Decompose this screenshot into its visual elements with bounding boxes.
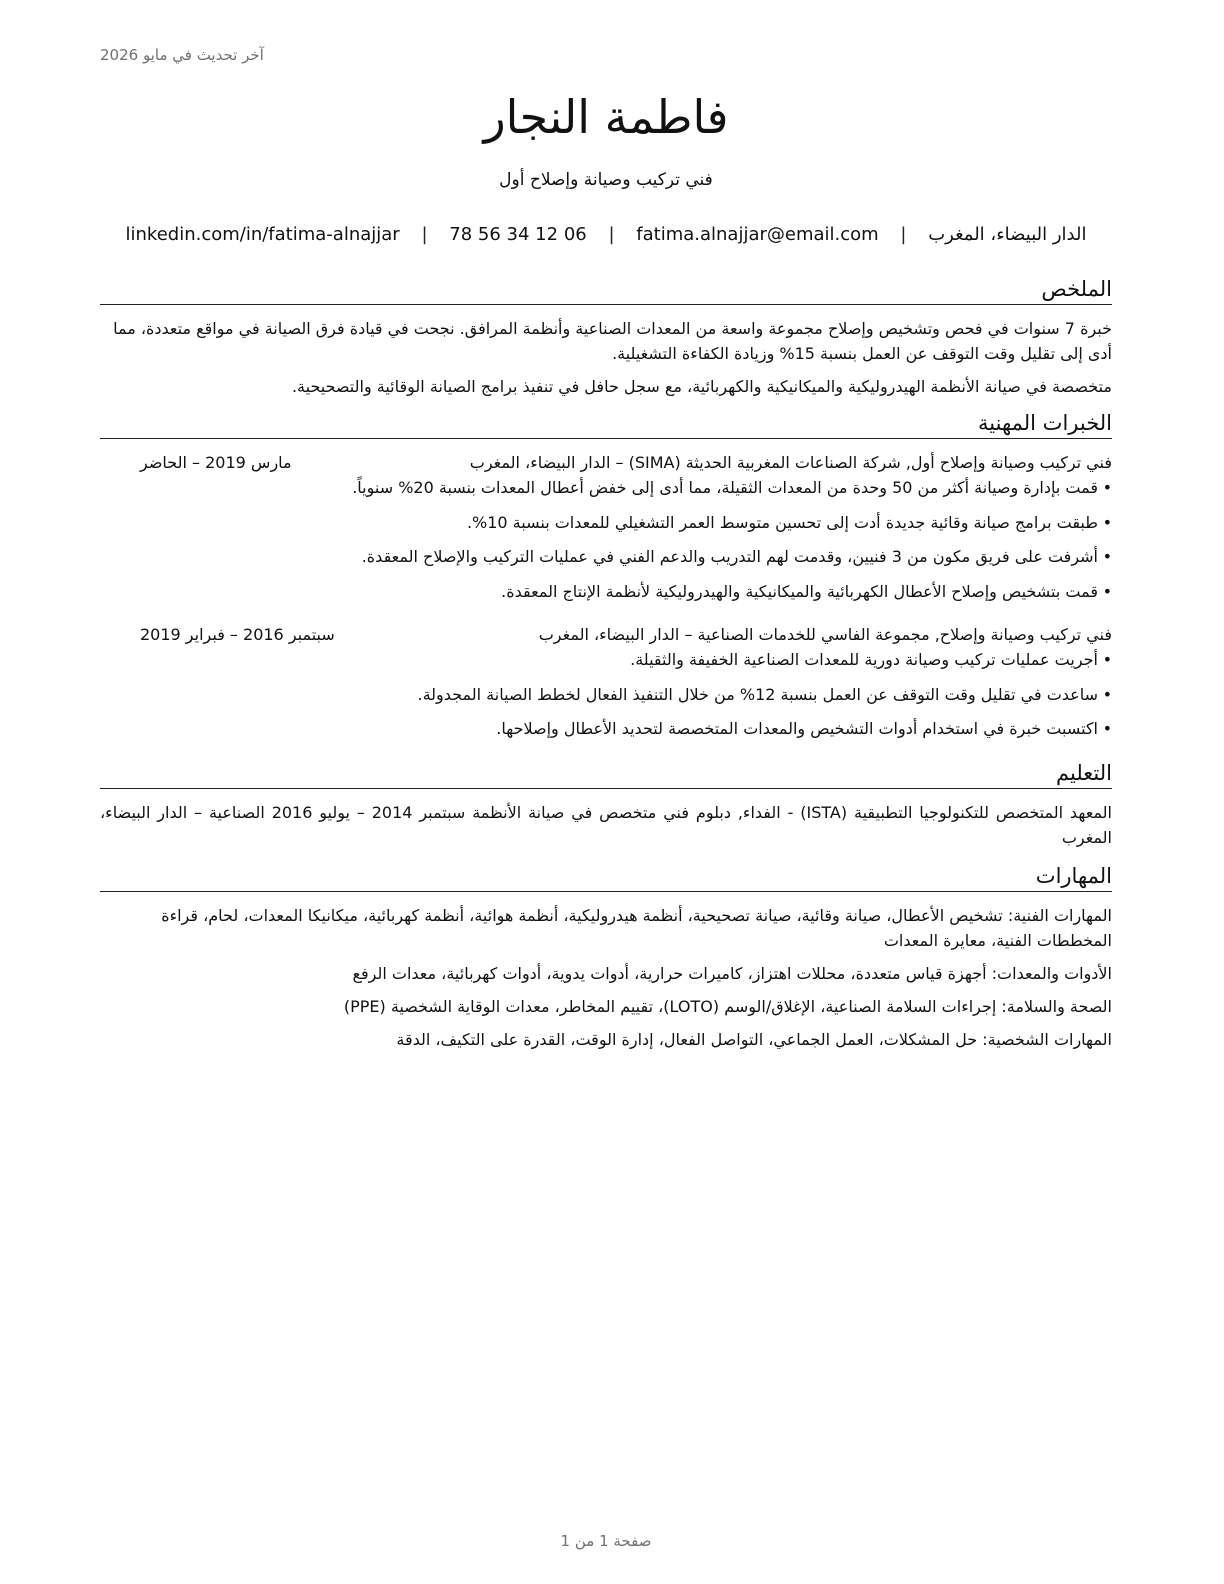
section-heading: المهارات — [100, 863, 1112, 892]
summary-paragraph: خبرة 7 سنوات في فحص وتشخيص وإصلاح مجموعة واسعة من المعدات الصناعية وأنظمة المرافق. نجحت في قيادة فرق الصيانة في مواقع متعددة، مما أدى إلى تقليل وقت التوقف عن العمل بنسبة 15% وزيادة الكفاءة التشغيلية. — [113, 319, 1112, 364]
contact-separator: | — [608, 224, 615, 245]
job-dates: سبتمبر 2016 – فبراير 2019 — [140, 624, 335, 644]
section-heading: الخبرات المهنية — [100, 410, 1112, 439]
skill-line: المهارات الشخصية: حل المشكلات، العمل الجماعي، التواصل الفعال، إدارة الوقت، القدرة على التكيف، الدقة — [396, 1029, 1112, 1049]
job-bullet: • اكتسبت خبرة في استخدام أدوات التشخيص والمعدات المتخصصة لتحديد الأعطال وإصلاحها. — [100, 717, 1112, 742]
job-bullets — [100, 476, 1112, 605]
contact-location: الدار البيضاء، المغرب — [928, 224, 1087, 245]
section-heading: التعليم — [100, 760, 1112, 789]
job-dates: مارس 2019 – الحاضر — [140, 452, 292, 472]
contact-linkedin[interactable]: linkedin.com/in/fatima-alnajjar — [125, 224, 400, 245]
section-heading: الملخص — [100, 276, 1112, 305]
job-entry — [100, 451, 1112, 605]
job-bullet: • أجريت عمليات تركيب وصيانة دورية للمعدات الصناعية الخفيفة والثقيلة. — [100, 648, 1112, 673]
candidate-name: فاطمة النجار — [483, 90, 729, 144]
page-number: صفحة 1 من 1 — [560, 1532, 652, 1550]
job-bullet: • ساعدت في تقليل وقت التوقف عن العمل بنسبة 12% من خلال التنفيذ الفعال لخطط الصيانة المجدولة. — [100, 683, 1112, 708]
skills-section — [100, 863, 1112, 1052]
job-header — [100, 451, 1112, 476]
contact-separator: | — [421, 224, 428, 245]
contact-email[interactable]: fatima.alnajjar@email.com — [636, 224, 879, 245]
job-header — [100, 623, 1112, 648]
job-bullet: • طبقت برامج صيانة وقائية جديدة أدت إلى تحسين متوسط العمر التشغيلي للمعدات بنسبة 10%. — [100, 511, 1112, 536]
education-entry: المعهد المتخصص للتكنولوجيا التطبيقية (ISTA) - الفداء, دبلوم فني متخصص في صيانة الأنظمة سبتمبر 2014 – يوليو 2016 الصناعية – الدار البيضاء، المغرب — [100, 803, 1112, 848]
skill-line: الأدوات والمعدات: أجهزة قياس متعددة، محللات اهتزاز، كاميرات حرارية، أدوات يدوية، أدوات كهربائية، معدات الرفع — [352, 963, 1112, 983]
skill-line: الصحة والسلامة: إجراءات السلامة الصناعية، الإغلاق/الوسم (LOTO)، تقييم المخاطر، معدات الوقاية الشخصية (PPE) — [343, 996, 1112, 1016]
resume-page — [100, 0, 1112, 1584]
job-role-company: فني تركيب وصيانة وإصلاح أول, شركة الصناعات المغربية الحديثة (SIMA) – الدار البيضاء، المغرب — [469, 452, 1112, 472]
contact-phone[interactable]: 06 12 34 56 78 — [449, 224, 587, 245]
contact-line — [100, 224, 1112, 245]
experience-section — [100, 410, 1112, 742]
summary-paragraph: متخصصة في صيانة الأنظمة الهيدروليكية والميكانيكية والكهربائية، مع سجل حافل في تنفيذ برامج الصيانة الوقائية والتصحيحية. — [291, 376, 1112, 396]
job-entry — [100, 623, 1112, 742]
resume-content — [100, 276, 1112, 1062]
job-role-company: فني تركيب وصيانة وإصلاح, مجموعة الفاسي للخدمات الصناعية – الدار البيضاء، المغرب — [538, 624, 1112, 644]
job-bullet: • قمت بإدارة وصيانة أكثر من 50 وحدة من المعدات الثقيلة، مما أدى إلى خفض أعطال المعدات بنسبة 20% سنوياً. — [100, 476, 1112, 501]
skill-line: المهارات الفنية: تشخيص الأعطال، صيانة وقائية، صيانة تصحيحية، أنظمة هيدروليكية، أنظمة هوائية، أنظمة كهربائية، ميكانيكا المعدات، لحام، قراءة المخططات الفنية، معايرة المعدات — [161, 906, 1112, 951]
job-title: فني تركيب وصيانة وإصلاح أول — [499, 170, 713, 190]
job-bullet: • أشرفت على فريق مكون من 3 فنيين، وقدمت لهم التدريب والدعم الفني في عمليات التركيب والإصلاح المعقدة. — [100, 545, 1112, 570]
education-section — [100, 760, 1112, 851]
job-bullet: • قمت بتشخيص وإصلاح الأعطال الكهربائية والميكانيكية والهيدروليكية لأنظمة الإنتاج المعقدة. — [100, 580, 1112, 605]
contact-separator: | — [900, 224, 907, 245]
summary-section — [100, 276, 1112, 400]
last-updated: آخر تحديث في مايو 2026 — [100, 46, 264, 64]
job-bullets — [100, 648, 1112, 742]
